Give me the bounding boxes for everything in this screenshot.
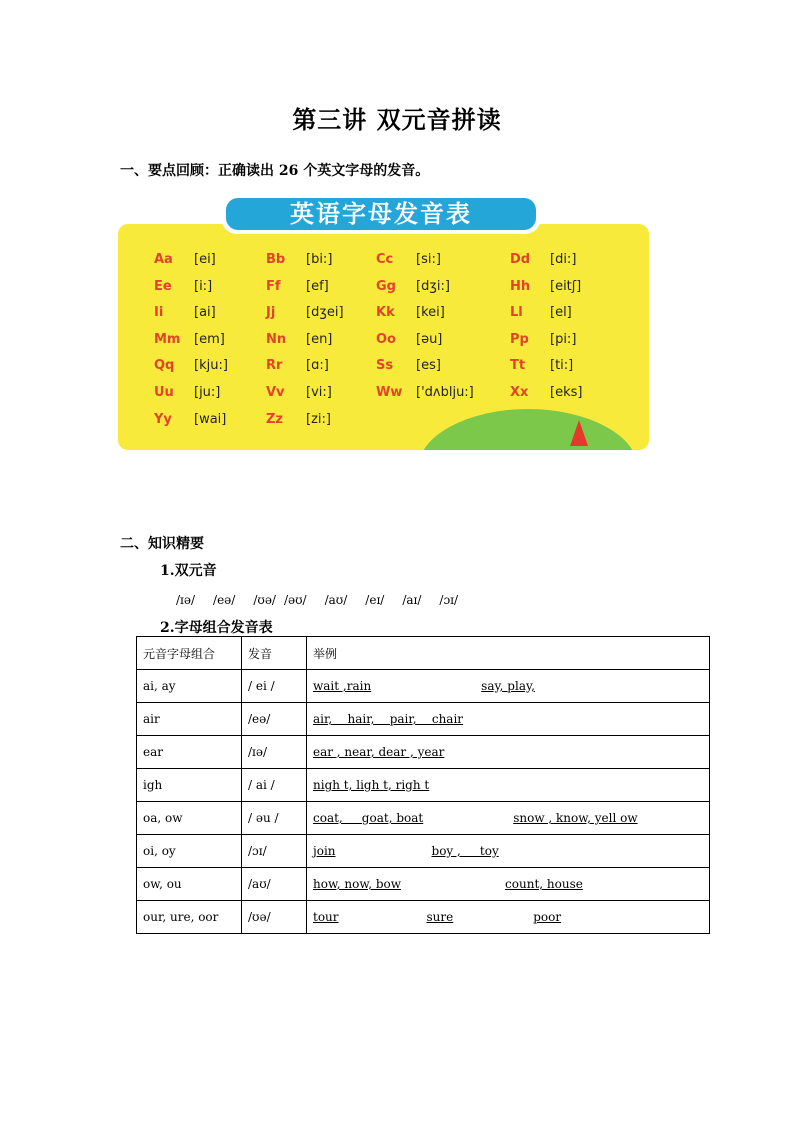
green-ball-decoration [418,409,638,450]
diphthong-list [176,593,476,607]
letter-pair: Aa [154,252,173,267]
letter-phonetic: [ai] [194,305,216,321]
example-words: how, now, bow [313,877,402,891]
letter-phonetic: [kei] [416,305,445,321]
examples-cell [307,868,710,901]
sound-cell: /ɔɪ/ [242,835,307,868]
alphabet-cell [510,385,582,400]
letter-phonetic: [ɑ:] [306,358,329,374]
letter-phonetic: ['dʌblju:] [416,385,474,400]
alphabet-cell [376,305,445,320]
letter-phonetic: [pi:] [550,331,577,347]
letter-phonetic: [si:] [416,252,441,267]
diphthong: /əʊ/ [283,593,307,607]
table-row [137,769,710,802]
page-title: 第三讲 双元音拼读 [292,105,502,134]
combo-cell: ow, ou [137,868,242,901]
example-words: count, house [505,877,583,891]
diphthong: /ɪə/ [176,593,196,607]
example-words: coat, goat, boat [313,811,424,825]
alphabet-cell [266,252,332,267]
letter-pair: Tt [510,358,526,374]
table-row [137,703,710,736]
example-words: air, hair, pair, chair [313,712,464,726]
examples-cell [307,769,710,802]
alphabet-cell [154,358,228,373]
combo-cell: igh [137,769,242,802]
letter-phonetic: [vi:] [306,385,332,400]
alphabet-cell [266,305,344,320]
letter-phonetic: [zi:] [306,411,331,427]
sound-cell: / ai / [242,769,307,802]
examples-cell [307,835,710,868]
letter-phonetic: [ei] [194,252,216,267]
table-row [137,901,710,934]
letter-pair: Nn [266,331,287,347]
letter-phonetic: [bi:] [306,252,333,267]
example-words: snow , know, yell ow [513,811,638,825]
sound-cell: / ei / [242,670,307,703]
combo-cell: ai, ay [137,670,242,703]
table-row [137,736,710,769]
letter-combo-table [136,636,710,934]
examples-cell [307,901,710,934]
example-words: boy , toy [431,844,499,858]
combo-cell: oa, ow [137,802,242,835]
alphabet-cell [510,252,576,267]
letter-pair: Zz [266,411,283,427]
letter-pair: Ss [376,358,394,374]
letter-pair: Gg [376,278,396,294]
letter-pair: Pp [510,331,529,347]
letter-pair: Ii [154,305,164,321]
letter-phonetic: [ti:] [550,358,574,374]
header-examples: 举例 [307,637,710,670]
sound-cell: /ʊə/ [242,901,307,934]
letter-pair: Rr [266,358,283,374]
examples-cell [307,802,710,835]
alphabet-cell [510,279,581,294]
combo-cell: air [137,703,242,736]
letter-pair: Cc [376,252,394,267]
sound-cell: /ɪə/ [242,736,307,769]
letter-pair: Qq [154,358,175,374]
sound-cell: /aʊ/ [242,868,307,901]
example-words: ear , near, dear , year [313,745,445,759]
letter-pair: Kk [376,305,395,321]
example-words: tour [313,910,339,924]
sound-cell: /eə/ [242,703,307,736]
combo-cell: ear [137,736,242,769]
letter-pair: Ww [376,385,403,400]
letter-pair: Mm [154,331,181,347]
letter-pair: Hh [510,278,531,294]
alphabet-cell [376,252,441,267]
header-combo: 元音字母组合 [137,637,242,670]
subheading-letter-combo-table: 2.字母组合发音表 [160,620,273,636]
alphabet-cell [266,332,332,347]
alphabet-cell [266,358,329,373]
letter-pair: Jj [266,305,276,321]
letter-pair: Bb [266,252,286,267]
example-words: wait ,rain [313,679,372,693]
letter-pair: Ee [154,278,172,294]
letter-phonetic: [əu] [416,331,443,347]
letter-pair: Vv [266,385,285,400]
letter-phonetic: [wai] [194,411,227,427]
letter-pair: Yy [154,411,172,427]
letter-pair: Ll [510,305,523,321]
example-words: say, play, [481,679,535,693]
letter-phonetic: [en] [306,331,333,347]
diphthong: /aʊ/ [324,593,348,607]
alphabet-cell [266,412,331,427]
diphthong: /ʊə/ [253,593,276,607]
subheading-diphthongs: 1.双元音 [160,563,217,579]
letter-pair: Xx [510,385,529,400]
letter-phonetic: [kju:] [194,358,228,374]
section-heading-review: 一、要点回顾：正确读出 26 个英文字母的发音。 [120,163,430,179]
alphabet-cell [154,279,212,294]
letter-phonetic: [ju:] [194,385,221,400]
sound-cell: / əu / [242,802,307,835]
diphthong: /aɪ/ [402,593,422,607]
diphthong: /eɪ/ [365,593,385,607]
alphabet-cell [376,279,450,294]
examples-cell [307,670,710,703]
table-row [137,868,710,901]
examples-cell [307,736,710,769]
letter-pair: Dd [510,252,531,267]
diphthong: /eə/ [213,593,236,607]
alphabet-cell [154,385,220,400]
table-header-row [137,637,710,670]
examples-cell [307,703,710,736]
header-sound: 发音 [242,637,307,670]
alphabet-cell [510,358,573,373]
alphabet-cell [154,305,216,320]
letter-pair: Oo [376,331,396,347]
letter-phonetic: [eks] [550,385,583,400]
alphabet-cell [376,332,442,347]
table-row [137,835,710,868]
combo-cell: our, ure, oor [137,901,242,934]
letter-phonetic: [dʒi:] [416,278,450,294]
alphabet-cell [376,358,441,373]
alphabet-cell [510,332,576,347]
letter-phonetic: [ef] [306,278,329,294]
party-hat-icon [570,420,588,446]
letter-phonetic: [eitʃ] [550,278,582,294]
letter-phonetic: [dʒei] [306,305,344,321]
alphabet-cell [154,412,226,427]
letter-pair: Uu [154,385,174,400]
alphabet-cell [266,385,332,400]
alphabet-cell [154,332,225,347]
section-heading-knowledge: 二、知识精要 [120,536,204,552]
letter-phonetic: [i:] [194,278,213,294]
example-words: join [313,844,336,858]
chart-title: 英语字母发音表 [226,198,536,230]
example-words: nigh t, ligh t, righ t [313,778,430,792]
table-row [137,802,710,835]
letter-phonetic: [em] [194,331,225,347]
letter-pair: Ff [266,278,281,294]
diphthong: /ɔɪ/ [439,593,459,607]
letter-phonetic: [es] [416,358,441,374]
alphabet-cell [376,385,474,400]
example-words: sure [426,910,454,924]
example-words: poor [533,910,562,924]
letter-phonetic: [di:] [550,252,577,267]
letter-phonetic: [el] [550,305,572,321]
alphabet-chart [118,224,649,450]
alphabet-cell [266,279,329,294]
table-row [137,670,710,703]
combo-cell: oi, oy [137,835,242,868]
alphabet-cell [510,305,572,320]
alphabet-cell [154,252,216,267]
